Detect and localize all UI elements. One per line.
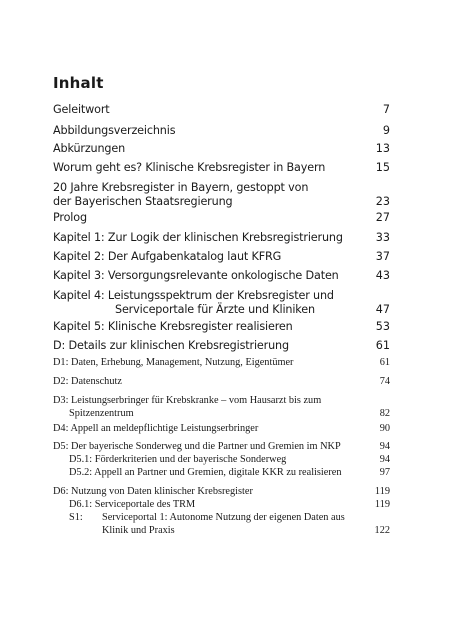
toc-entry-page: 23 — [375, 194, 390, 208]
toc-entry[interactable] — [53, 320, 390, 334]
toc-entry-label — [53, 181, 368, 208]
toc-entry[interactable] — [53, 161, 390, 175]
toc-subentry[interactable] — [53, 376, 390, 389]
toc-entry-label-line: der Bayerischen Staatsregierung — [53, 194, 233, 208]
toc-subentry-page: 119 — [374, 486, 390, 497]
toc-subentry-label: D4: Appell an meldepflichtige Leistungserbringer — [53, 423, 259, 434]
toc-entry-label: D: Details zur klinischen Krebsregistrierung — [53, 339, 289, 352]
toc-subentry-label-line: D3: Leistungserbringer für Krebskranke – vom Hausarzt bis zum — [53, 395, 322, 406]
toc-subentry-label-line: Spitzenzentrum — [69, 407, 134, 419]
toc-entry-label: Kapitel 2: Der Aufgabenkatalog laut KFRG — [53, 250, 282, 263]
toc-subentry-page: 97 — [379, 467, 390, 478]
toc-entry[interactable] — [53, 269, 390, 283]
toc-subentry-page: 122 — [374, 524, 390, 536]
toc-entry-label: Prolog — [53, 211, 87, 224]
toc-subentry-label-line: Serviceportal 1: Autonome Nutzung der eigenen Daten aus — [102, 512, 345, 523]
toc-subentry-label: D5: Der bayerische Sonderweg und die Partner und Gremien im NKP — [53, 441, 341, 452]
toc-entry-label: Geleitwort — [53, 103, 110, 116]
toc-entry-label: Kapitel 1: Zur Logik der klinischen Krebsregistrierung — [53, 231, 343, 244]
toc-subentry-page: 82 — [379, 407, 390, 419]
toc-subentry-page: 119 — [374, 499, 390, 510]
toc-entry[interactable] — [53, 250, 390, 264]
toc-subentry[interactable] — [69, 467, 390, 480]
toc-subentry-label: D6.1: Serviceportale des TRM — [69, 499, 196, 510]
toc-entry-page: 27 — [375, 211, 390, 224]
toc-entry-page: 61 — [375, 339, 390, 352]
toc-subentry-page: 61 — [379, 357, 390, 368]
toc-subentry-label: D6: Nutzung von Daten klinischer Krebsregister — [53, 486, 253, 497]
toc-entry[interactable] — [53, 181, 390, 208]
toc-entry[interactable] — [53, 124, 390, 138]
toc-subentry-page: 90 — [379, 423, 390, 434]
toc-subentry[interactable] — [53, 357, 390, 370]
toc-entry[interactable] — [53, 103, 390, 117]
toc-subentry[interactable] — [53, 486, 390, 499]
toc-subentry-label: D5.2: Appell an Partner und Gremien, digitale KKR zu realisieren — [69, 467, 342, 478]
toc-entry-page: 37 — [375, 250, 390, 263]
toc-subentry-label — [53, 395, 372, 420]
toc-entry-label-line: 20 Jahre Krebsregister in Bayern, gestoppt von — [53, 181, 309, 194]
toc-entry-page: 7 — [382, 103, 390, 116]
toc-entry-page: 43 — [375, 269, 390, 282]
toc-subentry[interactable] — [69, 512, 390, 537]
toc-entry-page: 15 — [375, 161, 390, 174]
toc-subentry-label: D1: Daten, Erhebung, Management, Nutzung, Eigentümer — [53, 357, 294, 368]
toc-subentry-page: 94 — [379, 441, 390, 452]
toc-subentry-label-line: Klinik und Praxis — [102, 524, 175, 536]
toc-entry-label: Abbildungsverzeichnis — [53, 124, 176, 137]
toc-entry[interactable] — [53, 339, 390, 353]
toc-entry-label: Kapitel 5: Klinische Krebsregister realisieren — [53, 320, 293, 333]
toc-entry-page: 33 — [375, 231, 390, 244]
page-title: Inhalt — [53, 74, 104, 92]
toc-subentry-label — [69, 512, 367, 537]
toc-entry-label-line: Serviceportale für Ärzte und Kliniken — [115, 302, 315, 316]
toc-subentry[interactable] — [69, 454, 390, 467]
toc-subentry[interactable] — [69, 499, 390, 512]
toc-entry-page: 47 — [375, 302, 390, 316]
toc-entry-label: Kapitel 3: Versorgungsrelevante onkologische Daten — [53, 269, 339, 282]
toc-subentry-page: 94 — [379, 454, 390, 465]
toc-entry-label: Abkürzungen — [53, 142, 126, 155]
toc-entry[interactable] — [53, 211, 390, 225]
toc-entry-label — [53, 289, 368, 316]
toc-subentry[interactable] — [53, 423, 390, 436]
toc-entry[interactable] — [53, 142, 390, 156]
toc-entry[interactable] — [53, 231, 390, 245]
toc-entry-label: Worum geht es? Klinische Krebsregister in Bayern — [53, 161, 326, 174]
toc-subentry-page: 74 — [379, 376, 390, 387]
toc-entry-label-line: Kapitel 4: Leistungsspektrum der Krebsregister und — [53, 289, 334, 302]
toc-subentry[interactable] — [53, 395, 390, 420]
toc-entry-page: 53 — [375, 320, 390, 333]
toc-subentry-prefix: S1: — [69, 512, 83, 523]
toc-entry-page: 13 — [375, 142, 390, 155]
toc-entry[interactable] — [53, 289, 390, 316]
toc-subentry[interactable] — [53, 441, 390, 454]
toc-subentry-label: D2: Datenschutz — [53, 376, 122, 387]
toc-entry-page: 9 — [382, 124, 390, 137]
toc-subentry-label: D5.1: Förderkriterien und der bayerische Sonderweg — [69, 454, 287, 465]
